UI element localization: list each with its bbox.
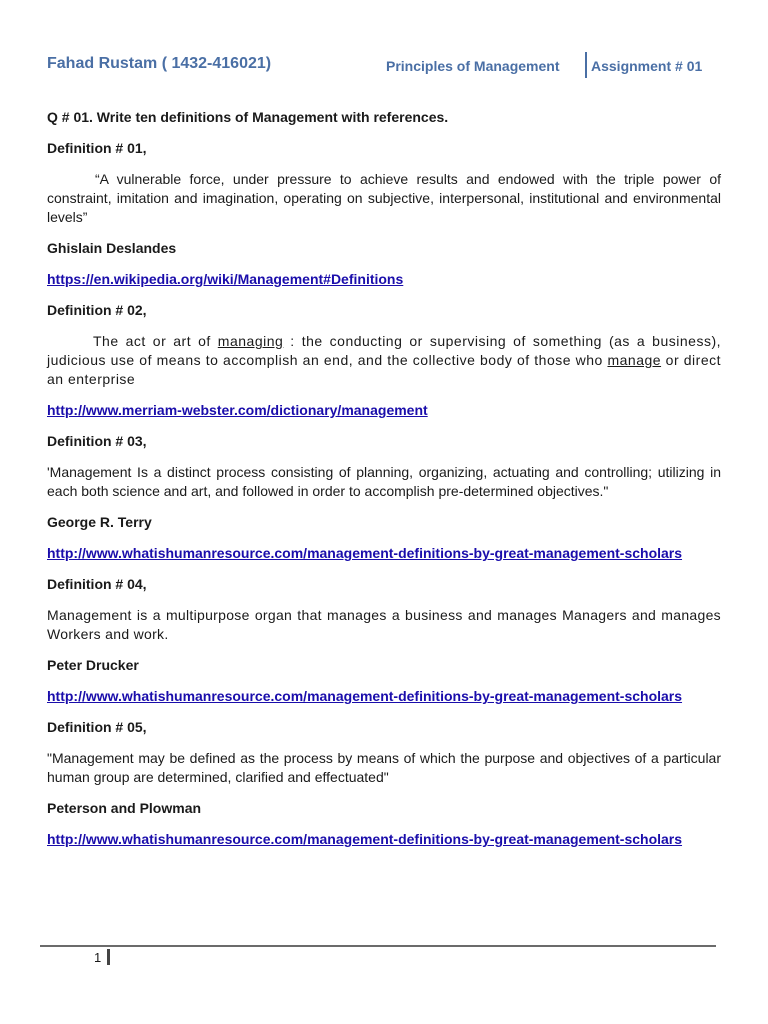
- footer-divider: [40, 945, 716, 947]
- definition-3-reference: [47, 544, 721, 563]
- definition-1-reference: [47, 270, 721, 289]
- definition-1-heading: Definition # 01,: [47, 140, 147, 156]
- definition-5-author: Peterson and Plowman: [47, 800, 202, 816]
- page-number: 1: [94, 950, 102, 965]
- definition-2-term-manage[interactable]: manage: [607, 352, 662, 368]
- page-number-bar: [107, 949, 110, 965]
- definition-2-heading: Definition # 02,: [47, 302, 147, 318]
- definition-2-text-before: The act or art of: [93, 333, 218, 349]
- definition-5-heading: Definition # 05,: [47, 719, 147, 735]
- definition-2-text-middle: : the conducting or supervising of something (as a business), judicious use of means to accomplish an end, and the collective body of those who: [47, 333, 721, 368]
- header-separator: [585, 52, 587, 78]
- header-author: Fahad Rustam ( 1432-416021): [47, 55, 272, 72]
- definition-4-heading: Definition # 04,: [47, 576, 147, 592]
- header-assignment: Assignment # 01: [591, 58, 703, 74]
- definition-3-reference-link[interactable]: http://www.whatishumanresource.com/management-definitions-by-great-management-scholars: [47, 545, 683, 561]
- definition-5-text: "Management may be defined as the process by means of which the purpose and objectives of a particular human group are determined, clarified and effectuated": [47, 750, 721, 785]
- definition-1-author: Ghislain Deslandes: [47, 240, 177, 256]
- definition-4-author: Peter Drucker: [47, 657, 139, 673]
- definition-3-heading: Definition # 03,: [47, 433, 147, 449]
- header-course: Principles of Management: [386, 58, 560, 74]
- page-header: [47, 52, 721, 82]
- definition-4-reference: [47, 687, 721, 706]
- definition-3-author: George R. Terry: [47, 514, 152, 530]
- definition-2-reference: [47, 401, 721, 420]
- definition-5-reference: [47, 830, 721, 849]
- definition-4-reference-link[interactable]: http://www.whatishumanresource.com/management-definitions-by-great-management-scholars: [47, 688, 683, 704]
- definition-3-text: 'Management Is a distinct process consisting of planning, organizing, actuating and controlling; utilizing in each both science and art, and followed in order to accomplish pre-determined objectives.": [47, 464, 721, 499]
- definition-1-text: “A vulnerable force, under pressure to achieve results and endowed with the triple power of constraint, imitation and imagination, operating on subjective, interpersonal, institutional and environmental levels”: [47, 171, 721, 225]
- definition-2-reference-link[interactable]: http://www.merriam-webster.com/dictionary/management: [47, 402, 428, 418]
- definition-2-term-managing[interactable]: managing: [217, 333, 284, 349]
- definition-4-text: Management is a multipurpose organ that manages a business and manages Managers and manages Workers and work.: [47, 607, 721, 642]
- definition-5-reference-link[interactable]: http://www.whatishumanresource.com/management-definitions-by-great-management-scholars: [47, 831, 683, 847]
- question-heading: Q # 01. Write ten definitions of Management with references.: [47, 109, 449, 125]
- document-body: [47, 108, 721, 861]
- definition-1-reference-link[interactable]: https://en.wikipedia.org/wiki/Management#Definitions: [47, 271, 404, 287]
- definition-2-text-after: or direct an enterprise: [47, 352, 721, 387]
- definition-2-text: [47, 332, 721, 389]
